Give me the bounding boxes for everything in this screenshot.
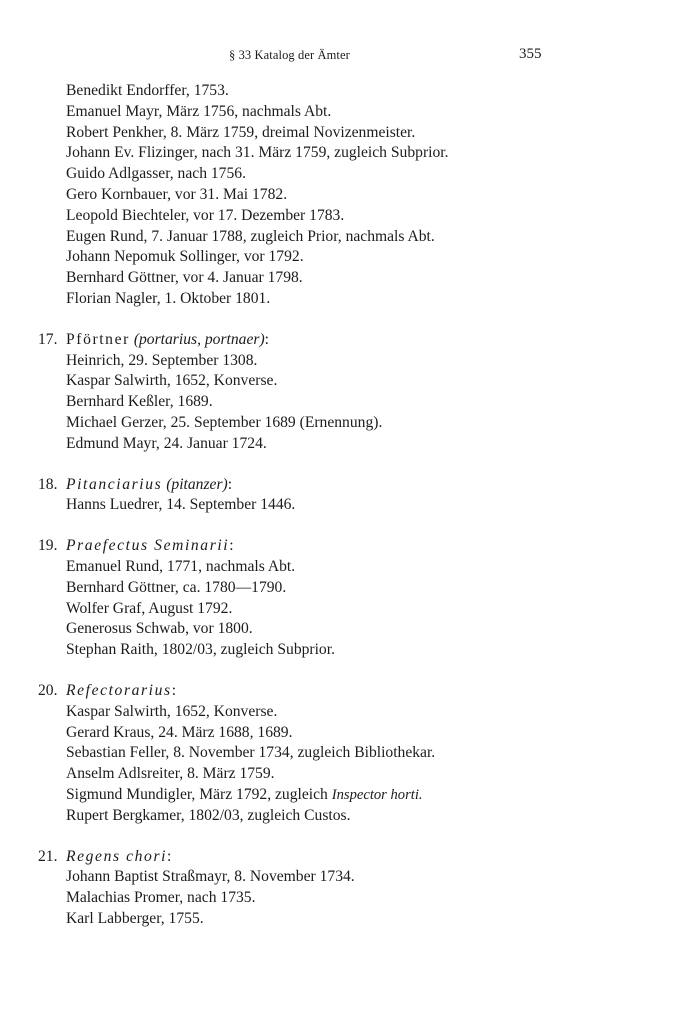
section-colon: : bbox=[171, 681, 177, 699]
list-item: Leopold Biechteler, vor 17. Dezember 1783. bbox=[66, 206, 345, 224]
section-heading bbox=[38, 330, 558, 351]
section-colon: : bbox=[227, 475, 233, 493]
section-title: Pitanciarius bbox=[66, 475, 163, 493]
section-21 bbox=[38, 847, 558, 930]
list-item: Robert Penkher, 8. März 1759, dreimal Novizenmeister. bbox=[66, 123, 416, 141]
list-item: Eugen Rund, 7. Januar 1788, zugleich Prior, nachmals Abt. bbox=[66, 227, 435, 245]
list-item: Karl Labberger, 1755. bbox=[66, 909, 204, 927]
list-item: Bernhard Göttner, ca. 1780—1790. bbox=[66, 578, 287, 596]
section-17 bbox=[38, 330, 558, 455]
list-item: Emanuel Mayr, März 1756, nachmals Abt. bbox=[66, 102, 332, 120]
section-number: 17. bbox=[38, 330, 58, 348]
list-item: Edmund Mayr, 24. Januar 1724. bbox=[66, 434, 267, 452]
section-heading bbox=[38, 681, 558, 702]
list-item: Kaspar Salwirth, 1652, Konverse. bbox=[66, 372, 278, 390]
section-heading bbox=[38, 475, 558, 496]
list-item: Gerard Kraus, 24. März 1688, 1689. bbox=[66, 723, 293, 741]
section-title: Praefectus Seminarii bbox=[66, 537, 230, 555]
list-item: Malachias Promer, nach 1735. bbox=[66, 889, 256, 907]
list-item: Michael Gerzer, 25. September 1689 (Ernennung). bbox=[66, 413, 383, 431]
catalog-content bbox=[38, 81, 558, 930]
list-item: Kaspar Salwirth, 1652, Konverse. bbox=[66, 702, 278, 720]
entry-text: Sigmund Mundigler, März 1792, zugleich bbox=[66, 785, 332, 803]
section-latin-term: (portarius, portnaer) bbox=[133, 330, 265, 348]
list-item bbox=[38, 785, 558, 806]
section-heading bbox=[38, 536, 558, 557]
running-header bbox=[0, 46, 700, 68]
section-number: 20. bbox=[38, 681, 58, 699]
list-item: Heinrich, 29. September 1308. bbox=[66, 351, 258, 369]
list-item: Stephan Raith, 1802/03, zugleich Subprior. bbox=[66, 641, 335, 659]
section-title: Refectorarius bbox=[66, 681, 172, 699]
section-heading bbox=[38, 847, 558, 868]
list-item: Johann Baptist Straßmayr, 8. November 1734. bbox=[66, 868, 355, 886]
page-number: 355 bbox=[519, 46, 542, 62]
list-item: Florian Nagler, 1. Oktober 1801. bbox=[66, 289, 271, 307]
section-number: 19. bbox=[38, 537, 58, 555]
section-19 bbox=[38, 536, 558, 661]
section-title: Regens chori bbox=[66, 847, 168, 865]
section-number: 18. bbox=[38, 475, 58, 493]
section-colon: : bbox=[167, 847, 172, 865]
list-item: Bernhard Keßler, 1689. bbox=[66, 393, 213, 411]
list-item: Anselm Adlsreiter, 8. März 1759. bbox=[66, 765, 275, 783]
list-item: Gero Kornbauer, vor 31. Mai 1782. bbox=[66, 185, 288, 203]
list-item: Johann Ev. Flizinger, nach 31. März 1759, zugleich Subprior. bbox=[66, 144, 449, 162]
list-item: Hanns Luedrer, 14. September 1446. bbox=[66, 496, 296, 514]
list-item: Generosus Schwab, vor 1800. bbox=[66, 620, 253, 638]
list-item: Bernhard Göttner, vor 4. Januar 1798. bbox=[66, 269, 303, 287]
section-20 bbox=[38, 681, 558, 827]
entry-italic-term: Inspector horti. bbox=[331, 786, 423, 803]
section-title: Pförtner bbox=[66, 330, 130, 348]
intro-list bbox=[38, 81, 558, 310]
section-18 bbox=[38, 475, 558, 517]
section-colon: : bbox=[229, 537, 234, 555]
header-title: § 33 Katalog der Ämter bbox=[229, 48, 350, 62]
list-item: Rupert Bergkamer, 1802/03, zugleich Custos. bbox=[66, 806, 351, 824]
section-number: 21. bbox=[38, 847, 58, 865]
section-latin-term: (pitanzer) bbox=[166, 475, 228, 493]
section-colon: : bbox=[264, 330, 269, 348]
list-item: Benedikt Endorffer, 1753. bbox=[66, 82, 229, 99]
list-item: Johann Nepomuk Sollinger, vor 1792. bbox=[66, 248, 304, 266]
list-item: Guido Adlgasser, nach 1756. bbox=[66, 165, 246, 183]
list-item: Emanuel Rund, 1771, nachmals Abt. bbox=[66, 557, 296, 575]
list-item: Sebastian Feller, 8. November 1734, zugleich Bibliothekar. bbox=[66, 744, 436, 762]
list-item: Wolfer Graf, August 1792. bbox=[66, 599, 233, 617]
